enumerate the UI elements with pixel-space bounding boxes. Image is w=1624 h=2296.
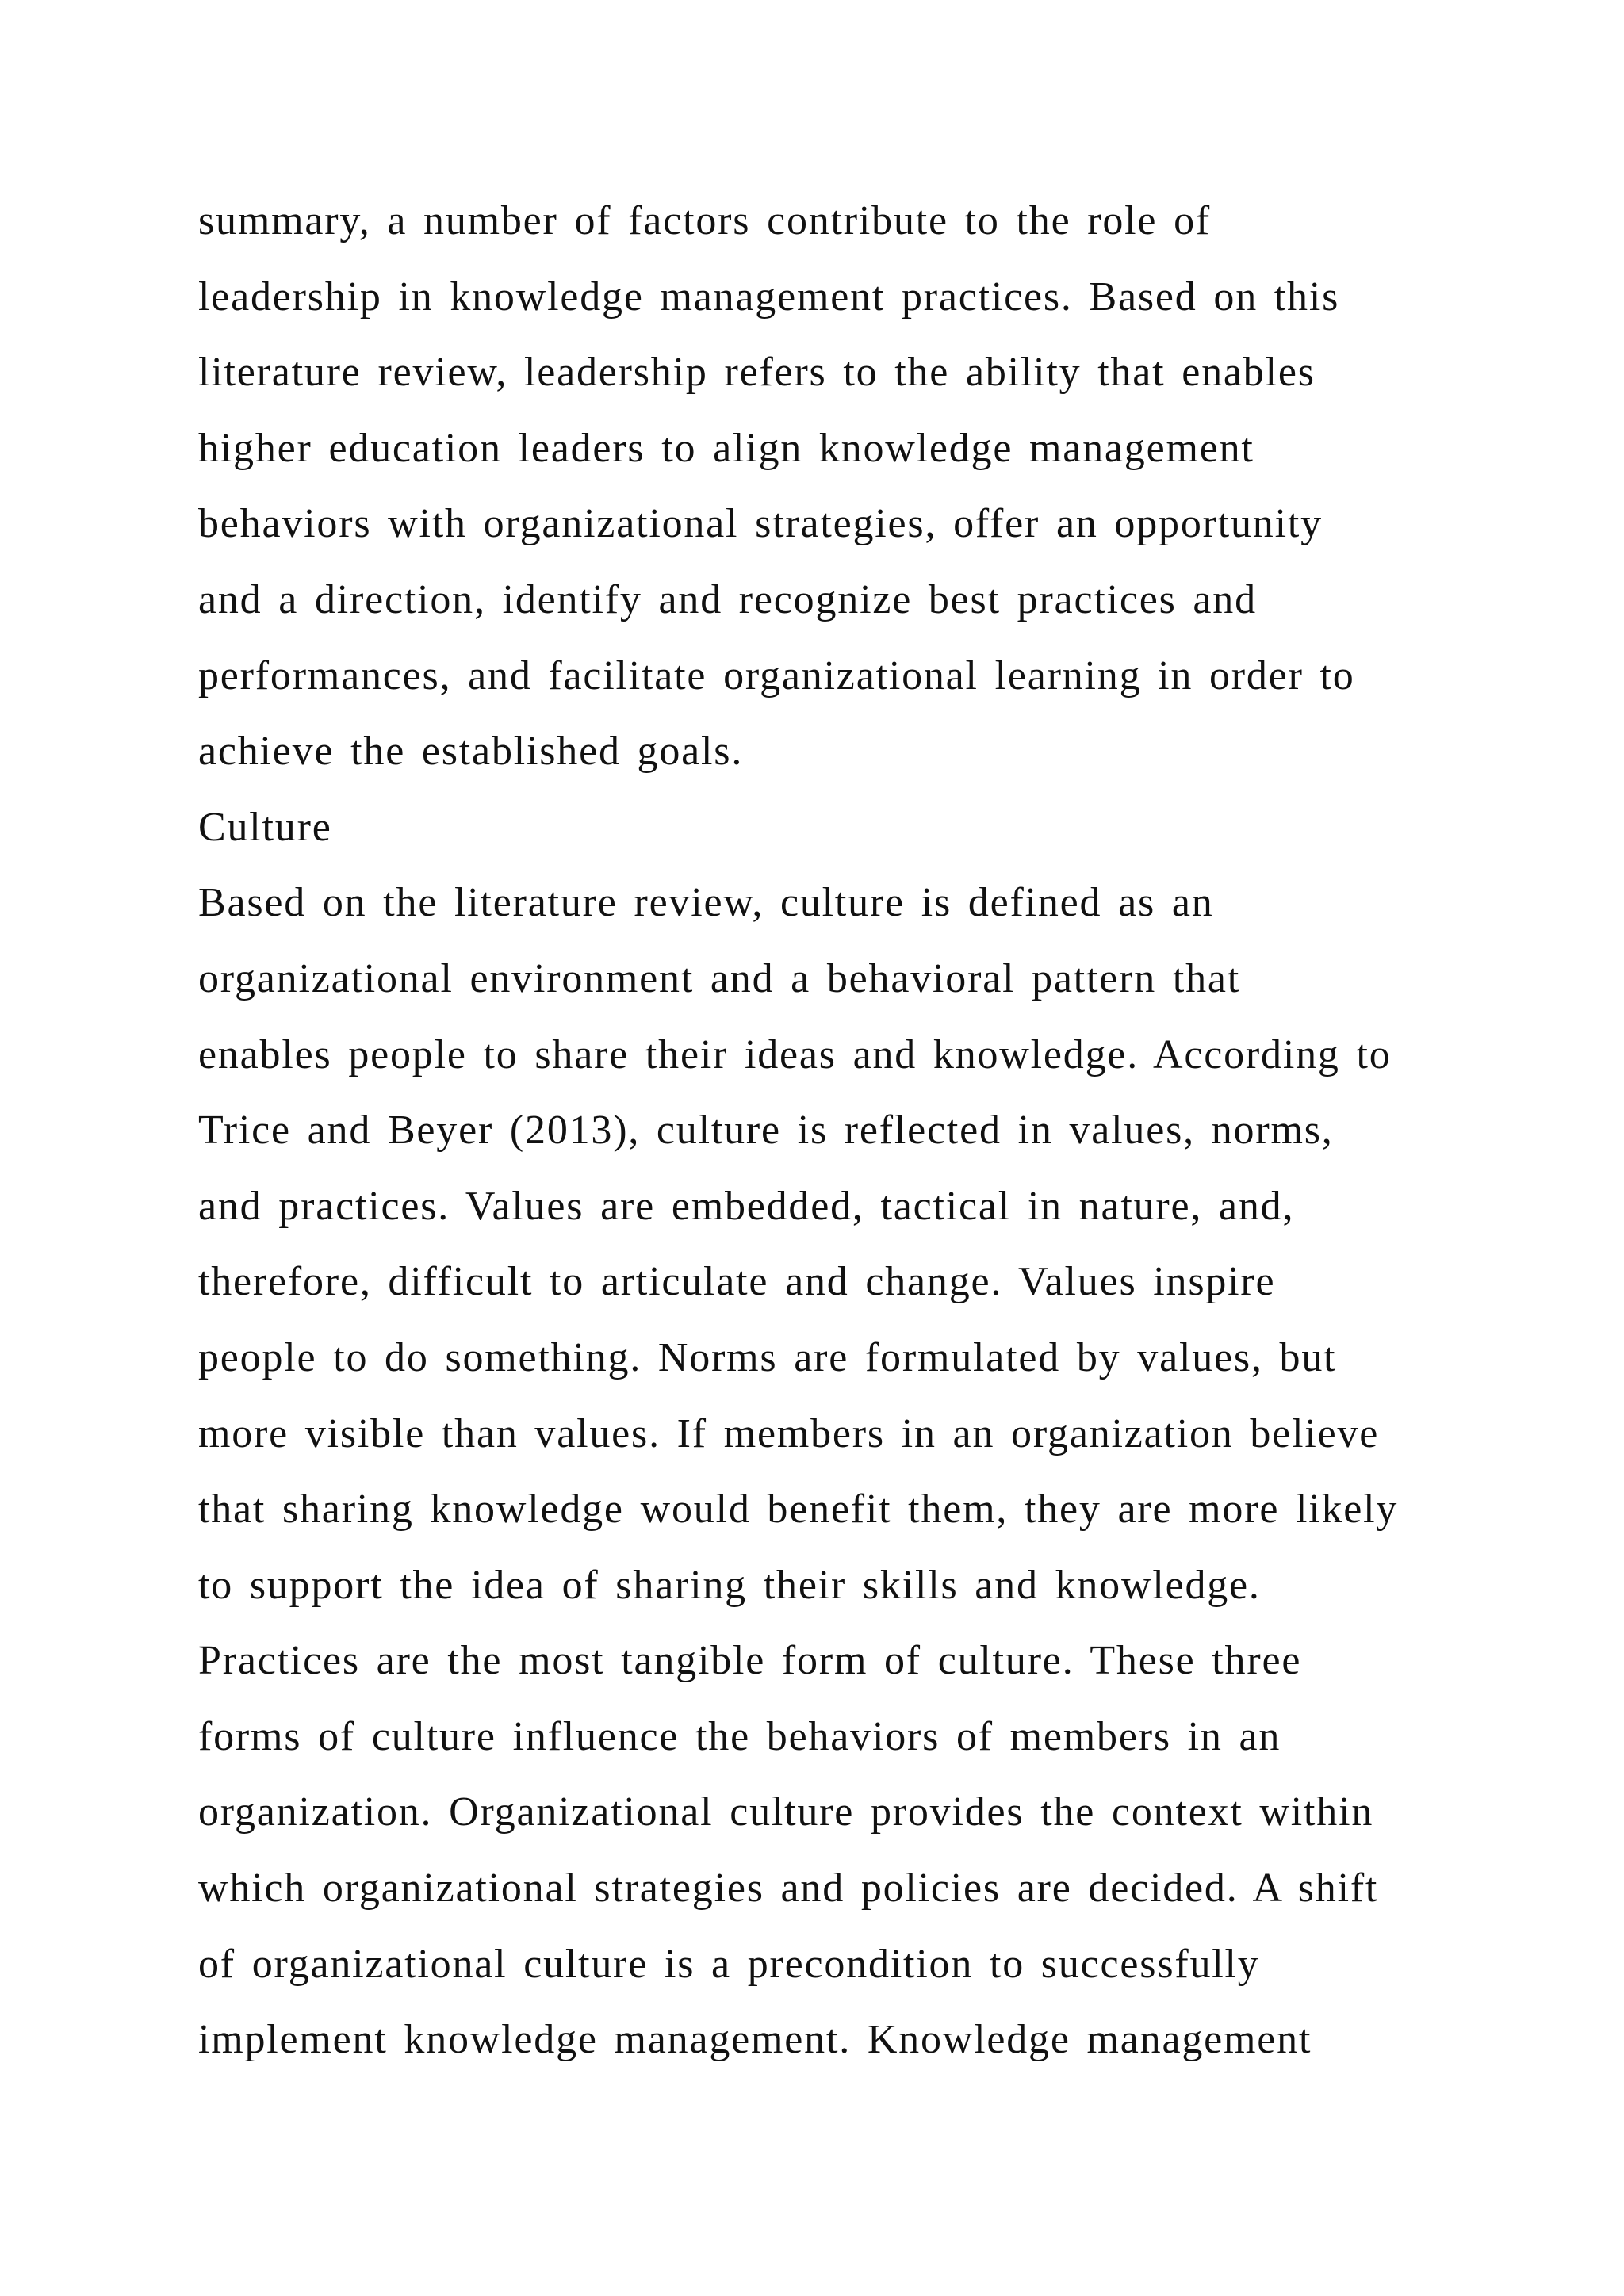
text-line: implement knowledge management. Knowledge management — [198, 2017, 1312, 2063]
text-line: and a direction, identify and recognize best practices and — [198, 576, 1257, 622]
text-line: achieve the established goals. — [198, 729, 744, 775]
text-line: organization. Organizational culture provides the context within — [198, 1789, 1374, 1835]
text-line: summary, a number of factors contribute to the role of — [198, 198, 1212, 243]
text-line: that sharing knowledge would benefit them, they are more likely — [198, 1487, 1399, 1533]
text-line: Practices are the most tangible form of culture. These three — [198, 1638, 1302, 1684]
text-line: organizational environment and a behavioral pattern that — [198, 955, 1241, 1001]
text-line: of organizational culture is a precondition to successfully — [198, 1941, 1260, 1987]
text-line: higher education leaders to align knowledge management — [198, 425, 1254, 471]
text-line: and practices. Values are embedded, tactical in nature, and, — [198, 1183, 1295, 1229]
text-line: leadership in knowledge management practices. Based on this — [198, 274, 1340, 320]
text-line: therefore, difficult to articulate and change. Values inspire — [198, 1259, 1276, 1305]
text-line: performances, and facilitate organizational learning in order to — [198, 652, 1355, 698]
text-line: literature review, leadership refers to the ability that enables — [198, 350, 1316, 396]
text-line: behaviors with organizational strategies, offer an opportunity — [198, 501, 1323, 547]
body-text — [198, 191, 1530, 2086]
text-line: forms of culture influence the behaviors of members in an — [198, 1713, 1281, 1759]
text-line: more visible than values. If members in an organization believe — [198, 1410, 1380, 1456]
section-heading: Culture — [198, 804, 332, 850]
text-line: Trice and Beyer (2013), culture is reflected in values, norms, — [198, 1108, 1334, 1154]
text-line: enables people to share their ideas and knowledge. According to — [198, 1031, 1392, 1077]
text-line: Based on the literature review, culture is defined as an — [198, 880, 1214, 926]
text-line: to support the idea of sharing their skills and knowledge. — [198, 1562, 1261, 1608]
text-line: people to do something. Norms are formulated by values, but — [198, 1334, 1337, 1380]
text-line: which organizational strategies and policies are decided. A shift — [198, 1866, 1379, 1911]
